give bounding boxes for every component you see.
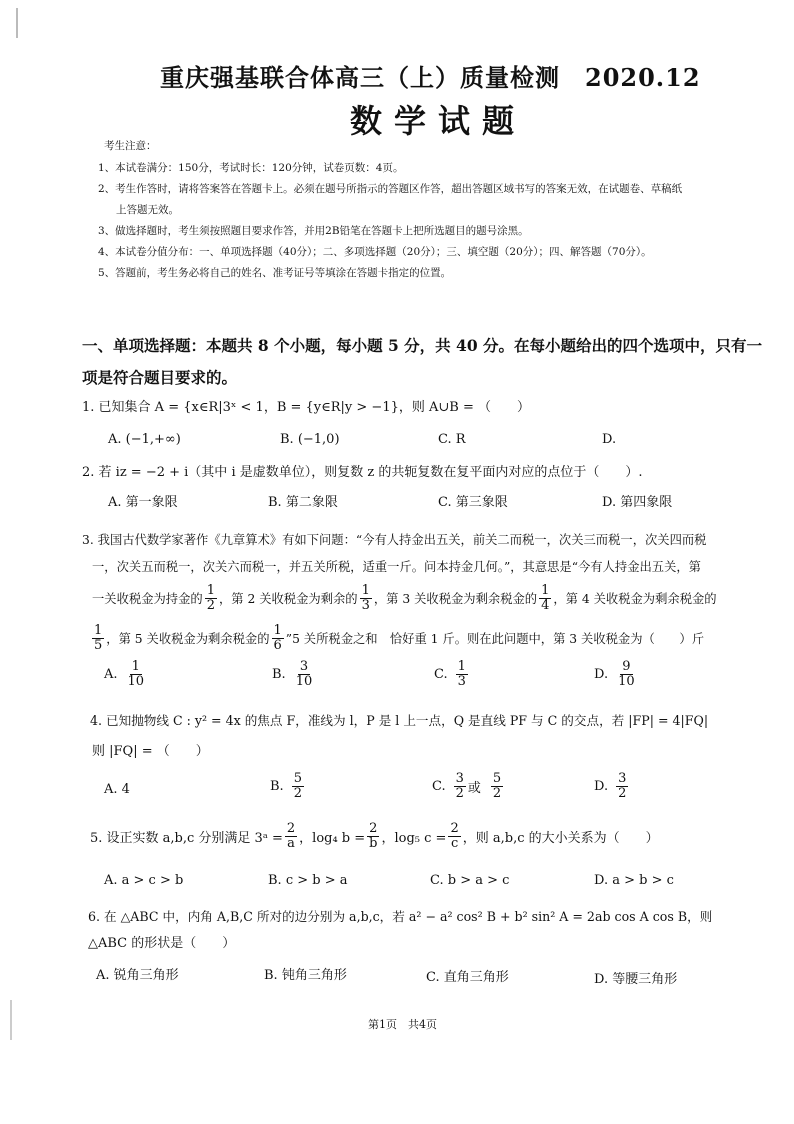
- notice-item: 4、本试卷分值分布：一、单项选择题（40分）；二、多项选择题（20分）；三、填空题（20分）；四、解答题（70分）。: [98, 246, 652, 258]
- question-3-line: [90, 624, 704, 652]
- question-4-line: 4. 已知抛物线 C : y² = 4x 的焦点 F，准线为 l，P 是 l 上一点，Q 是直线 PF 与 C 的交点，若 |FP| = 4|FQ|: [90, 713, 709, 728]
- section-title: 一、单项选择题：本题共 8 个小题，每小题 5 分，共 40 分。在每小题给出的四个选项中，只有一项是符合题目要求的。: [82, 336, 763, 387]
- q3-text: ，第 4 关收税金为剩余税金的: [553, 592, 717, 607]
- q3-option-a: A. $\frac{1}{10}$: [104, 659, 145, 689]
- q3-text: ，第 3 关收税金为剩余税金的: [373, 592, 538, 607]
- q1-option-b: B. (−1,0): [280, 432, 340, 447]
- q4-option-d: D. $\frac{3}{2}$: [594, 771, 627, 801]
- question-1-stem: 1. 已知集合 A = {x∈R|3ˣ < 1，B = {y∈R|y > −1}，则 A∪B = （ ）: [82, 400, 530, 415]
- q5-option-b: B. c > b > a: [268, 873, 348, 888]
- question-4-line: 则 |FQ| = （ ）: [92, 744, 209, 759]
- scan-edge-mark: [10, 1000, 12, 1040]
- q2-option-d: D. 第四象限: [602, 495, 673, 510]
- q3-fraction: $\frac{1}{4}$: [541, 583, 550, 613]
- exam-header-title: 重庆强基联合体高三（上）质量检测 2020.12: [160, 63, 701, 92]
- notice-item: 3、做选择题时，考生须按照题目要求作答，并用2B铅笔在答题卡上把所选题目的题号涂黑。: [98, 225, 529, 237]
- q3-option-b: B. $\frac{3}{10}$: [272, 659, 313, 689]
- page-number: 第1页 共4页: [368, 1018, 437, 1031]
- notice-item: 1、本试卷满分：150分，考试时长：120分钟，试卷页数：4页。: [98, 162, 404, 174]
- q1-option-d: D.: [602, 432, 617, 447]
- q3-fraction: $\frac{1}{3}$: [361, 583, 370, 613]
- q5-option-d: D. a > b > c: [594, 873, 674, 888]
- q2-option-c: C. 第三象限: [438, 495, 508, 510]
- q3-text: ”5 关所税金之和 恰好重 1 斤。则在此问题中，第 3 关收税金为（ ）斤: [285, 632, 704, 647]
- q3-fraction: $\frac{1}{5}$: [94, 623, 103, 653]
- q4-option-b: B. $\frac{5}{2}$: [270, 771, 302, 801]
- q3-fraction: $\frac{1}{2}$: [206, 583, 215, 613]
- question-6-line: 6. 在 △ABC 中，内角 A,B,C 所对的边分别为 a,b,c，若 a² − a² cos² B + b² sin² A = 2ab cos A cos B，则: [88, 909, 713, 924]
- q3-text: ，第 5 关收税金为剩余税金的: [106, 632, 270, 647]
- q3-option-d: D. $\frac{9}{10}$: [594, 659, 635, 689]
- subject-title: 数学试题: [350, 102, 527, 140]
- q6-option-d: D. 等腰三角形: [594, 972, 678, 987]
- question-3-line: 一，次关五而税一，次关六而税一，并五关所税，适重一斤。问本持金几何。”，其意思是“今有人持金出五关，第: [92, 560, 701, 574]
- q2-option-a: A. 第一象限: [108, 495, 178, 510]
- q5-option-a: A. a > c > b: [104, 873, 184, 888]
- question-5-stem: 5. 设正实数 a,b,c 分别满足 3ᵃ = $\frac{2}{a}$ ，log₄ b = $\frac{2}{b}$ ，log₅ c = $\frac{2}{c}$ ，则 a,b,c 的大小关系为（ ）: [90, 821, 659, 851]
- question-6-line: △ABC 的形状是（ ）: [88, 936, 236, 951]
- q3-option-c: C. $\frac{1}{3}$: [434, 659, 466, 689]
- q4-option-c: C. $\frac{3}{2}$ 或 $\frac{5}{2}$: [432, 771, 502, 801]
- q4-option-a: A. 4: [104, 782, 130, 797]
- q6-option-c: C. 直角三角形: [426, 970, 509, 985]
- notice-item: 上答题无效。: [116, 204, 179, 216]
- notice-heading: 考生注意：: [104, 140, 157, 152]
- q2-option-b: B. 第二象限: [268, 495, 338, 510]
- q5-option-c: C. b > a > c: [430, 873, 510, 888]
- notice-item: 5、答题前，考生务必将自己的姓名、准考证号等填涂在答题卡指定的位置。: [98, 267, 452, 279]
- q1-option-c: C. R: [438, 432, 466, 447]
- question-3-line: [92, 584, 717, 612]
- scan-edge-mark: [16, 8, 18, 38]
- q1-option-a: A. (−1,+∞): [108, 432, 181, 447]
- question-2-stem: 2. 若 iz = −2 + i（其中 i 是虚数单位），则复数 z 的共轭复数在复平面内对应的点位于（ ）.: [82, 465, 643, 480]
- notice-item: 2、考生作答时，请将答案答在答题卡上。必须在题号所指示的答题区作答，超出答题区域书写的答案无效，在试题卷、草稿纸: [98, 183, 683, 195]
- question-3-line: 3. 我国古代数学家著作《九章算术》有如下问题：“今有人持金出五关，前关二而税一，次关三而税一，次关四而税: [82, 533, 707, 547]
- q6-option-a: A. 锐角三角形: [96, 968, 179, 983]
- q6-option-b: B. 钝角三角形: [264, 968, 347, 983]
- q3-fraction: $\frac{1}{6}$: [273, 623, 282, 653]
- q3-text: ，第 2 关收税金为剩余的: [218, 592, 358, 607]
- q3-text: 一关收税金为持金的: [92, 592, 203, 607]
